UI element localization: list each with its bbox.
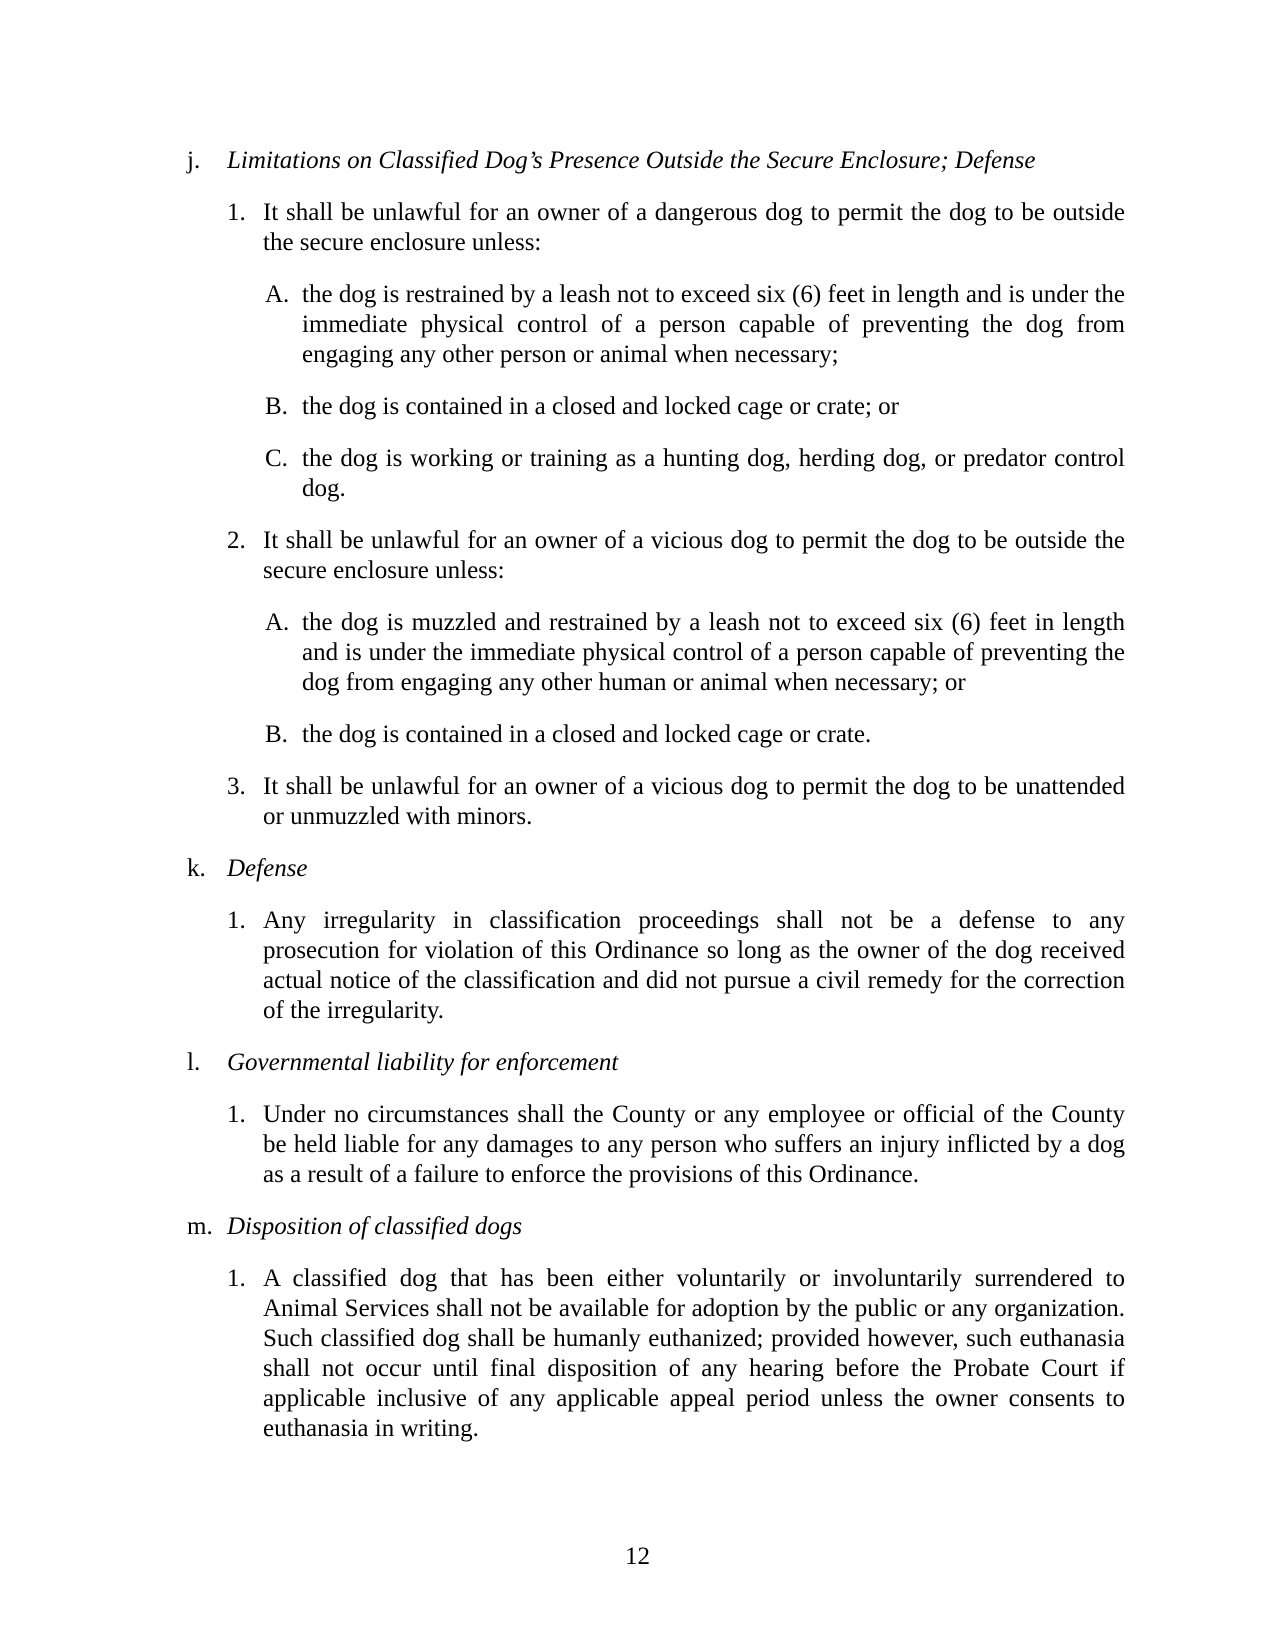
sub-list-item — [265, 720, 1125, 750]
item-text: Any irregularity in classification proceedings shall not be a defense to any prosecution for violation of this Ordinance so long as the owner of the dog received actual notice of the classification and did not pursue a civil remedy for the correction of the irregularity. — [263, 907, 1125, 1024]
list-item — [227, 906, 1125, 1026]
subitem-marker: B. — [265, 393, 288, 420]
document-content — [187, 146, 1125, 1466]
item-text: It shall be unlawful for an owner of a vicious dog to permit the dog to be unattended or unmuzzled with minors. — [263, 773, 1125, 830]
section-title: Disposition of classified dogs — [227, 1213, 523, 1240]
section-heading — [187, 1212, 1125, 1242]
subitem-text: the dog is muzzled and restrained by a leash not to exceed six (6) feet in length and is under the immediate physical control of a person capable of preventing the dog from engaging any other human or animal when necessary; or — [302, 609, 1125, 696]
list-item — [227, 1264, 1125, 1444]
page-number: 12 — [625, 1543, 650, 1570]
subitem-marker: A. — [265, 281, 290, 308]
section-heading — [187, 146, 1125, 176]
sub-list-item — [265, 444, 1125, 504]
list-item — [227, 1100, 1125, 1190]
section-marker: k. — [187, 855, 206, 882]
item-marker: 2. — [227, 527, 246, 554]
sub-list-item — [265, 608, 1125, 698]
sub-list-item — [265, 280, 1125, 370]
list-item — [227, 198, 1125, 258]
section-marker: m. — [187, 1213, 213, 1240]
subitem-marker: C. — [265, 445, 288, 472]
list-item — [227, 772, 1125, 832]
item-marker: 1. — [227, 907, 246, 934]
subitem-text: the dog is working or training as a hunting dog, herding dog, or predator control dog. — [302, 445, 1125, 502]
section-heading — [187, 854, 1125, 884]
subitem-marker: B. — [265, 721, 288, 748]
subitem-marker: A. — [265, 609, 290, 636]
item-text: It shall be unlawful for an owner of a vicious dog to permit the dog to be outside the secure enclosure unless: — [263, 527, 1125, 584]
item-marker: 3. — [227, 773, 246, 800]
section-title: Defense — [227, 855, 308, 882]
item-marker: 1. — [227, 1265, 246, 1292]
sub-list-item — [265, 392, 1125, 422]
item-text: A classified dog that has been either voluntarily or involuntarily surrendered to Animal Services shall not be available for adoption by the public or any organization. Such classified dog shall be humanly euthanized; provided however, such euthanasia shall not occur until final disposition of any hearing before the Probate Court if applicable inclusive of any applicable appeal period unless the owner consents to euthanasia in writing. — [263, 1265, 1125, 1442]
section-heading — [187, 1048, 1125, 1078]
item-marker: 1. — [227, 1101, 246, 1128]
section-title: Governmental liability for enforcement — [227, 1049, 619, 1076]
subitem-text: the dog is restrained by a leash not to exceed six (6) feet in length and is under the immediate physical control of a person capable of preventing the dog from engaging any other person or animal when necessary; — [302, 281, 1125, 368]
list-item — [227, 526, 1125, 586]
item-text: It shall be unlawful for an owner of a dangerous dog to permit the dog to be outside the secure enclosure unless: — [263, 199, 1125, 256]
section-title: Limitations on Classified Dog’s Presence Outside the Secure Enclosure; Defense — [227, 147, 1036, 174]
page-footer — [0, 1542, 1275, 1572]
section-marker: l. — [187, 1049, 201, 1076]
subitem-text: the dog is contained in a closed and locked cage or crate. — [302, 721, 872, 748]
subitem-text: the dog is contained in a closed and locked cage or crate; or — [302, 393, 899, 420]
item-marker: 1. — [227, 199, 246, 226]
section-marker: j. — [187, 147, 201, 174]
item-text: Under no circumstances shall the County or any employee or official of the County be held liable for any damages to any person who suffers an injury inflicted by a dog as a result of a failure to enforce the provisions of this Ordinance. — [263, 1101, 1125, 1188]
